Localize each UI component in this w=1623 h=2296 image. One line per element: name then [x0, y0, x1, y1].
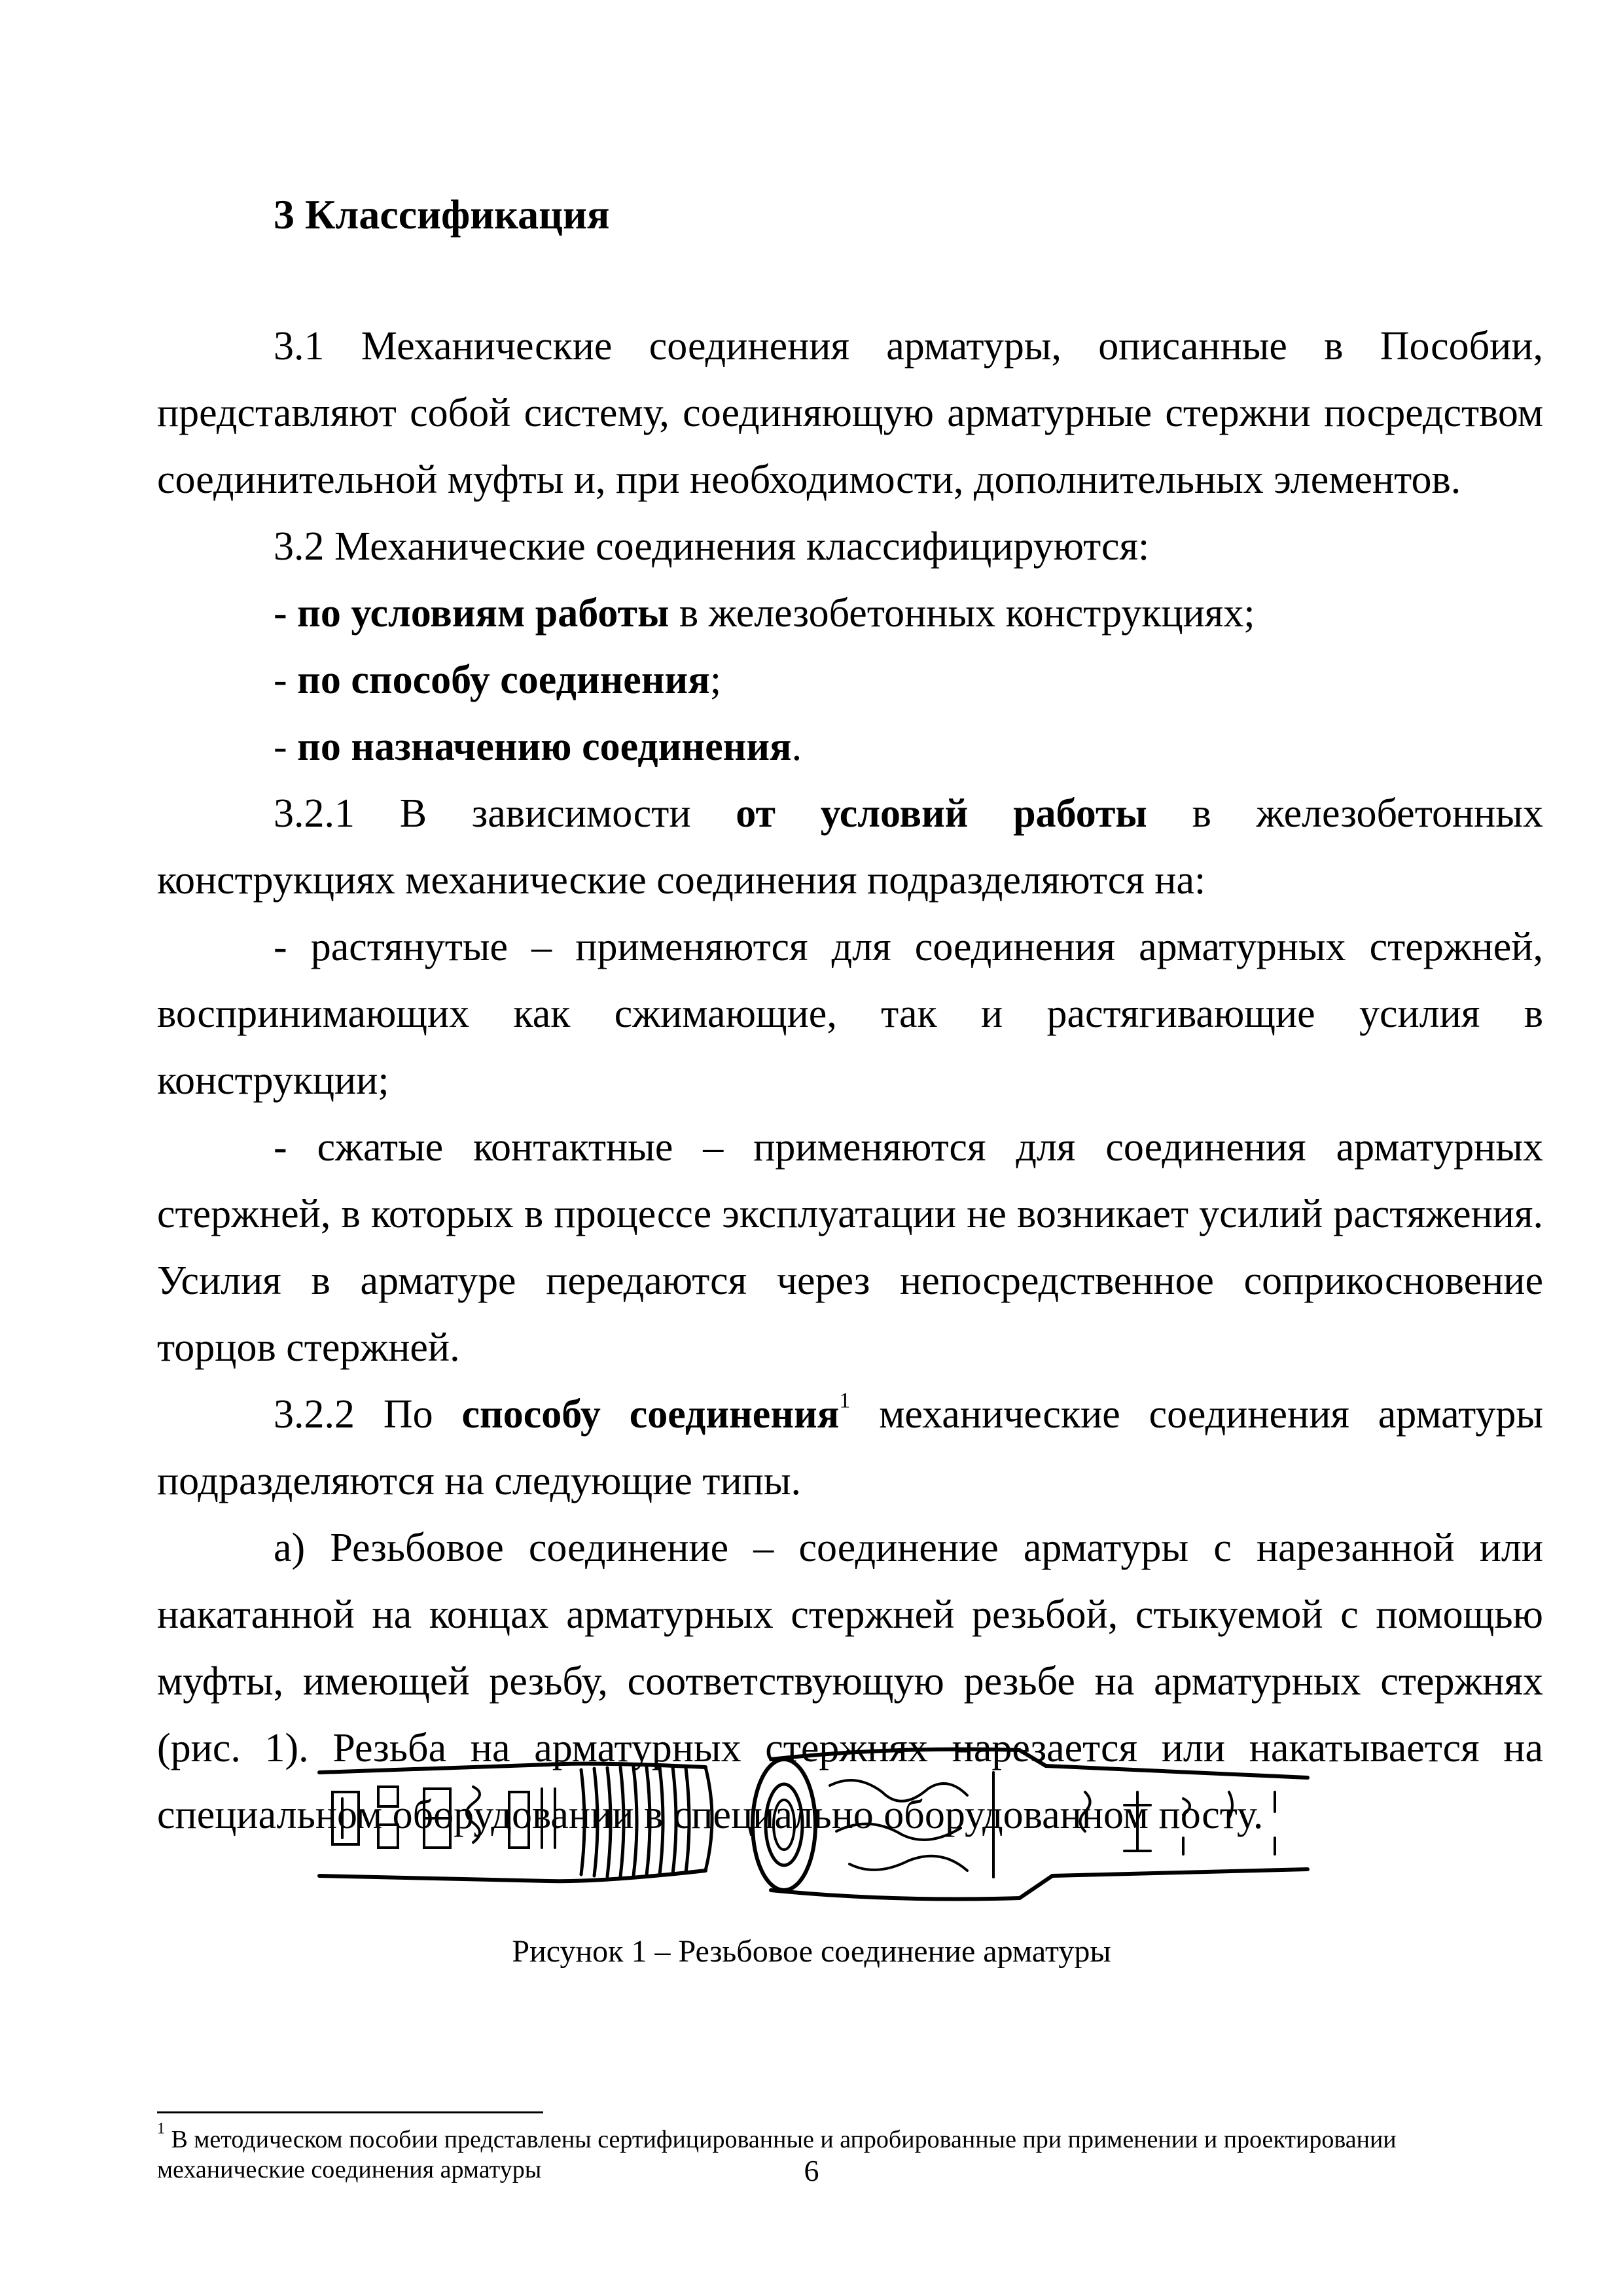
- footnote-reference[interactable]: 1: [839, 1388, 851, 1413]
- footnote-divider: [157, 2111, 543, 2113]
- list-item-connection-method: - по способу соединения;: [274, 658, 722, 702]
- footnote-text: В методическом пособии представлены сертифицированные и апробированные при применении и проектировании механические соединения арматуры: [157, 2126, 1397, 2183]
- rebar-illustration: [313, 1727, 1314, 1910]
- footnote-mark: 1: [157, 2120, 165, 2138]
- body-text: [157, 313, 1543, 1848]
- item-compression-joints: - сжатые контактные – применяются для соединения арматурных стержней, в которых в процессе эксплуатации не возникает усилий растяжения. Усилия в арматуре передаются через непосредственное соприкосновение торцов стержней.: [157, 1125, 1543, 1370]
- figure-caption: Рисунок 1 – Резьбовое соединение арматуры: [512, 1934, 1111, 1969]
- paragraph-3-2-1: 3.2.1 В зависимости от условий работы в железобетонных конструкциях механические соединения подразделяются на:: [157, 791, 1543, 903]
- paragraph-3-2: 3.2 Механические соединения классифицируются:: [274, 524, 1150, 569]
- paragraph-3-1: 3.1 Механические соединения арматуры, описанные в Пособии, представляют собой систему, соединяющую арматурные стержни посредством соединительной муфты и, при необходимости, дополнительных элементов.: [157, 324, 1543, 502]
- section-heading: 3 Классификация: [274, 191, 610, 238]
- list-item-purpose: - по назначению соединения.: [274, 725, 802, 769]
- item-tension-joints: - растянутые – применяются для соединения арматурных стержней, воспринимающих как сжимающие, так и растягивающие усилия в конструкции;: [157, 925, 1543, 1103]
- paragraph-threaded-connection: а) Резьбовое соединение – соединение арматуры с нарезанной или накатанной на концах арматурных стержней резьбой, стыкуемой с помощью муфты, имеющей резьбу, соответствующую резьбе на арматурных стержнях (рис. 1). Резьба на арматурных стержнях нарезается или накатывается на специальном оборудовании в специально оборудованном посту.: [157, 1526, 1543, 1837]
- page-number: 6: [804, 2154, 819, 2187]
- figure-threaded-connection: [313, 1727, 1314, 1910]
- list-item-work-conditions: - по условиям работы в железобетонных конструкциях;: [274, 591, 1255, 636]
- paragraph-3-2-2: 3.2.2 По способу соединения$^1$ механические соединения арматуры подразделяются на следующие типы.: [157, 1388, 1544, 1503]
